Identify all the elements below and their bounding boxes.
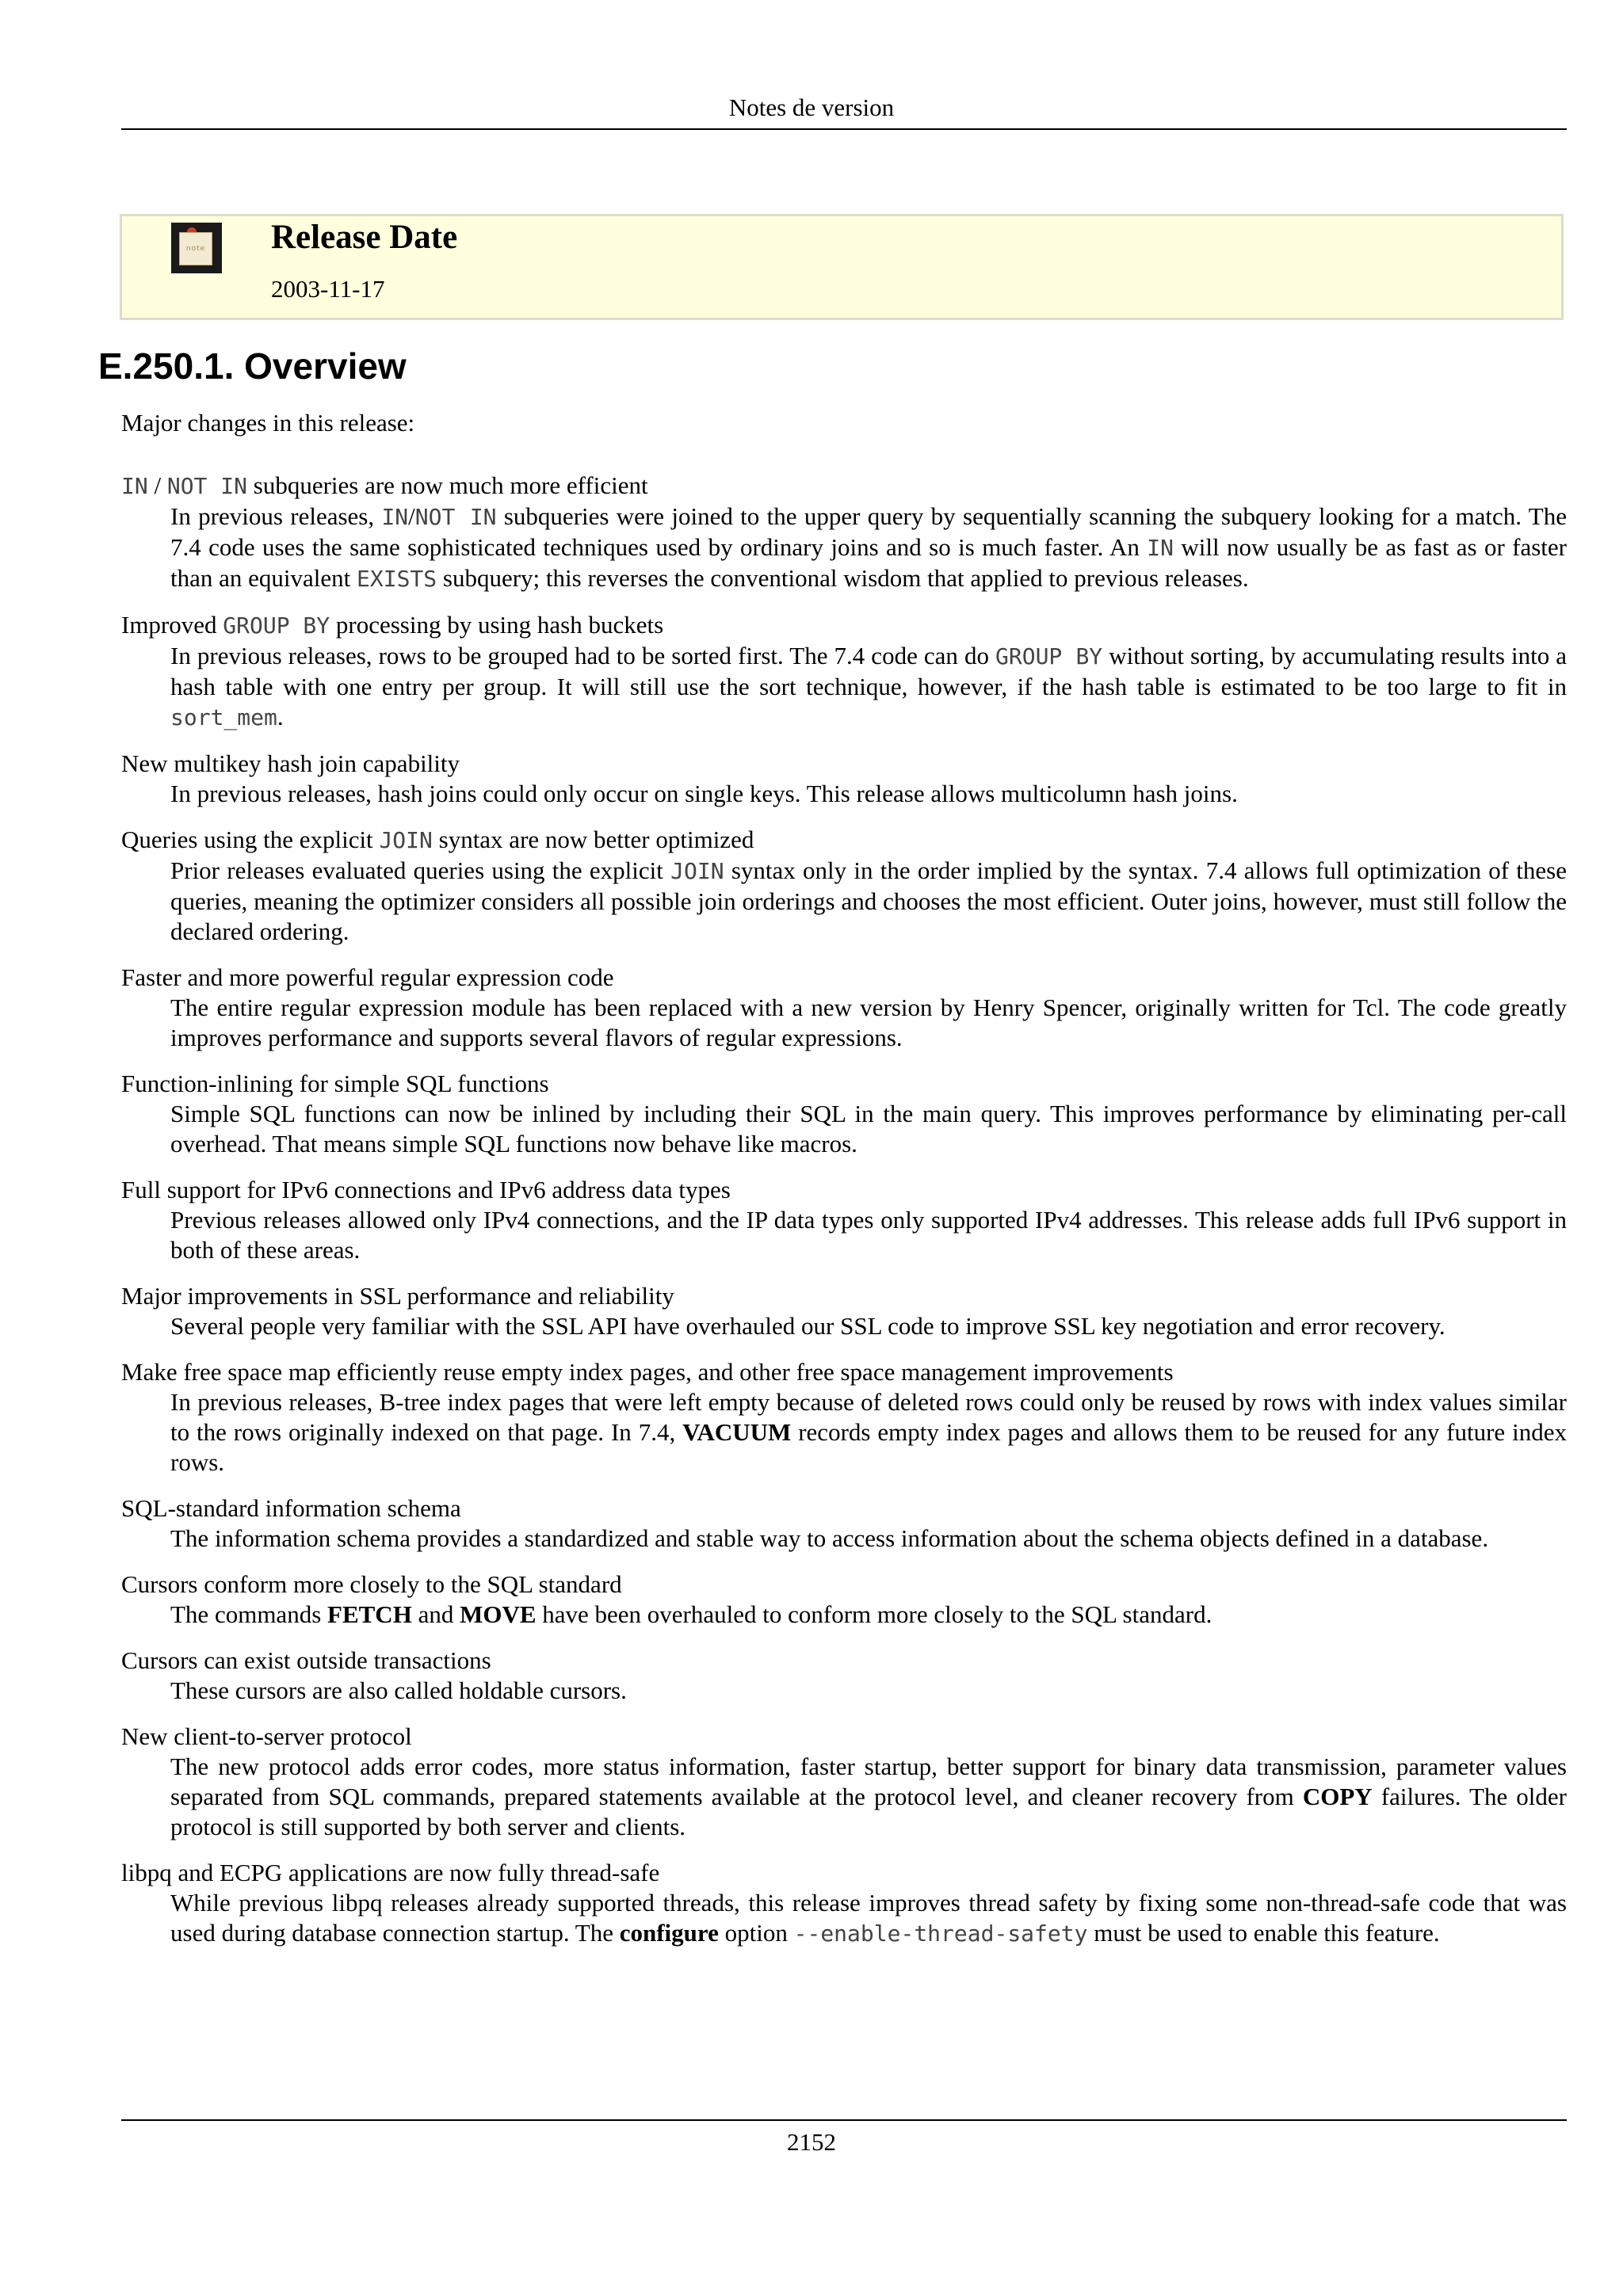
text-run: The new protocol adds error codes, more status information, faster startup, better support for binary data transmission, parameter values separated from SQL commands, prepared statements available at the protocol level, and cleaner recovery from — [170, 1753, 1567, 1810]
release-item-term — [121, 471, 1567, 502]
text-run: Previous releases allowed only IPv4 connections, and the IP data types only supported IPv4 addresses. This release adds full IPv6 support in both of these areas. — [170, 1206, 1567, 1264]
text-run: subqueries are now much more efficient — [247, 471, 648, 499]
running-header-title: Notes de version — [728, 93, 895, 121]
release-item — [121, 1569, 1567, 1630]
release-item-description — [170, 1676, 1567, 1706]
text-run: Faster and more powerful regular expression code — [121, 963, 614, 991]
text-run: New client-to-server protocol — [121, 1722, 412, 1750]
footer-rule — [121, 2119, 1567, 2121]
text-run: In previous releases, B-tree index pages that were left empty because of deleted rows could only be reused by rows with index values similar to the rows originally indexed on that page. In 7.4, — [170, 1388, 1567, 1446]
release-item-description — [170, 1524, 1567, 1554]
text-run: have been overhauled to conform more closely to the SQL standard. — [536, 1600, 1212, 1628]
text-run: In previous releases, hash joins could only occur on single keys. This release allows multicolumn hash joins. — [170, 780, 1238, 807]
text-run: / — [147, 471, 167, 499]
section-intro: Major changes in this release: — [121, 409, 415, 437]
release-item — [121, 963, 1567, 1053]
release-item — [121, 1069, 1567, 1159]
release-item — [121, 610, 1567, 733]
release-item-term — [121, 1493, 1567, 1524]
text-run: Improved — [121, 611, 223, 639]
release-item-term — [121, 1175, 1567, 1205]
command-name: FETCH — [327, 1600, 412, 1628]
release-item — [121, 471, 1567, 594]
text-run: Simple SQL functions can now be inlined by including their SQL in the main query. This improves performance by eliminating per-call overhead. That means simple SQL functions now behave like macros. — [170, 1100, 1567, 1158]
release-date-value: 2003-11-17 — [271, 275, 385, 303]
text-run: Major improvements in SSL performance and reliability — [121, 1282, 674, 1310]
release-item-description — [170, 1205, 1567, 1265]
release-item-description — [170, 1311, 1567, 1341]
text-run: In previous releases, — [170, 502, 382, 530]
text-run: Cursors can exist outside transactions — [121, 1646, 491, 1674]
release-item-description — [170, 1387, 1567, 1478]
note-icon — [171, 223, 222, 273]
text-run: Several people very familiar with the SSL API have overhauled our SSL code to improve SSL key negotiation and error recovery. — [170, 1312, 1445, 1340]
text-run: without sorting, by accumulating results into a hash table with one entry per group. It will still use the sort technique, however, if the hash table is estimated to be too large to fit in — [170, 642, 1568, 700]
text-run: Prior releases evaluated queries using the explicit — [170, 856, 671, 884]
inline-code: IN — [121, 473, 148, 499]
text-run: libpq and ECPG applications are now fully thread-safe — [121, 1859, 660, 1886]
inline-code: NOT IN — [166, 473, 247, 499]
text-run: Make free space map efficiently reuse empty index pages, and other free space management improvements — [121, 1358, 1174, 1386]
section-heading: E.250.1. Overview — [98, 345, 407, 387]
release-item-term — [121, 1858, 1567, 1888]
inline-code: JOIN — [379, 827, 433, 853]
text-run: / — [408, 502, 415, 530]
release-item — [121, 825, 1567, 947]
text-run: syntax are now better optimized — [432, 826, 754, 853]
text-run: syntax only in the order implied by the syntax. 7.4 allows full optimization of these queries, meaning the optimizer considers all possible join orderings and chooses the most efficient. Outer joins, however, must still follow the declared ordering. — [170, 856, 1567, 945]
text-run: In previous releases, rows to be grouped had to be sorted first. The 7.4 code can do — [170, 642, 995, 669]
inline-code: JOIN — [670, 858, 724, 884]
text-run: The entire regular expression module has been replaced with a new version by Henry Spencer, originally written for Tcl. The code greatly improves performance and supports several flavors of regular expressions. — [170, 994, 1567, 1051]
release-item-term — [121, 963, 1567, 993]
release-item-term — [121, 749, 1567, 779]
text-run: The commands — [170, 1600, 328, 1628]
release-item-description — [170, 1888, 1567, 1949]
text-run: subqueries were joined to the upper query by sequentially scanning the subquery looking for a match. The 7.4 code uses the same sophisticated techniques used by ordinary joins and so is much faster. An — [170, 502, 1567, 561]
page-number: 2152 — [787, 2128, 836, 2156]
text-run: Queries using the explicit — [121, 826, 380, 853]
text-run: While previous libpq releases already supported threads, this release improves thread safety by fixing some non-thread-safe code that was used during database connection startup. The — [170, 1889, 1567, 1947]
text-run: option — [718, 1919, 794, 1947]
text-run: Full support for IPv6 connections and IPv6 address data types — [121, 1176, 731, 1203]
inline-code: sort_mem — [170, 704, 277, 730]
release-item-term — [121, 825, 1567, 856]
release-item-description — [170, 502, 1567, 594]
note-heading: Release Date — [271, 219, 458, 256]
header-rule — [121, 128, 1567, 130]
text-run: The information schema provides a standardized and stable way to access information about the schema objects defined in a database. — [170, 1524, 1489, 1552]
release-item-description — [170, 1600, 1567, 1630]
release-item-description — [170, 856, 1567, 947]
inline-code: IN — [381, 504, 409, 530]
release-item-description — [170, 1752, 1567, 1842]
release-item-description — [170, 1099, 1567, 1159]
release-item-term — [121, 1281, 1567, 1311]
release-notes-list — [121, 471, 1567, 1965]
command-name: COPY — [1302, 1783, 1373, 1810]
release-item — [121, 749, 1567, 809]
release-item — [121, 1281, 1567, 1341]
command-name: MOVE — [460, 1600, 537, 1628]
release-item — [121, 1175, 1567, 1265]
release-item-term — [121, 1722, 1567, 1752]
text-run: records empty index pages and allows them to be reused for any future index rows. — [170, 1418, 1567, 1476]
release-item — [121, 1858, 1567, 1949]
release-item — [121, 1357, 1567, 1478]
command-name: VACUUM — [682, 1418, 792, 1446]
text-run: Cursors conform more closely to the SQL standard — [121, 1570, 622, 1598]
release-date-note — [120, 214, 1564, 320]
text-run: will now usually be as fast as or faster than an equivalent — [170, 533, 1567, 592]
command-name: configure — [619, 1919, 719, 1947]
release-item-description — [170, 641, 1567, 733]
release-item-description — [170, 993, 1567, 1053]
text-run: New multikey hash join capability — [121, 749, 460, 777]
text-run: must be used to enable this feature. — [1087, 1919, 1440, 1947]
inline-code: --enable-thread-safety — [793, 1920, 1088, 1947]
note-paper-icon: note — [179, 232, 212, 265]
release-item-term — [121, 1569, 1567, 1600]
text-run: Function-inlining for simple SQL functions — [121, 1070, 549, 1097]
release-item — [121, 1646, 1567, 1706]
text-run: . — [277, 703, 284, 730]
release-item-term — [121, 1357, 1567, 1387]
text-run: failures. The older protocol is still supported by both server and clients. — [170, 1783, 1567, 1840]
release-item-description — [170, 779, 1567, 809]
release-item-term — [121, 1069, 1567, 1099]
inline-code: GROUP BY — [995, 643, 1103, 669]
inline-code: GROUP BY — [223, 612, 330, 639]
inline-code: NOT IN — [414, 504, 497, 530]
text-run: processing by using hash buckets — [330, 611, 664, 639]
inline-code: EXISTS — [357, 566, 437, 592]
text-run: SQL-standard information schema — [121, 1494, 461, 1522]
text-run: and — [411, 1600, 460, 1628]
text-run: These cursors are also called holdable cursors. — [170, 1676, 627, 1704]
text-run: subquery; this reverses the conventional wisdom that applied to previous releases. — [437, 564, 1249, 592]
inline-code: IN — [1147, 535, 1174, 561]
release-item-term — [121, 610, 1567, 641]
release-item — [121, 1722, 1567, 1842]
release-item — [121, 1493, 1567, 1554]
release-item-term — [121, 1646, 1567, 1676]
